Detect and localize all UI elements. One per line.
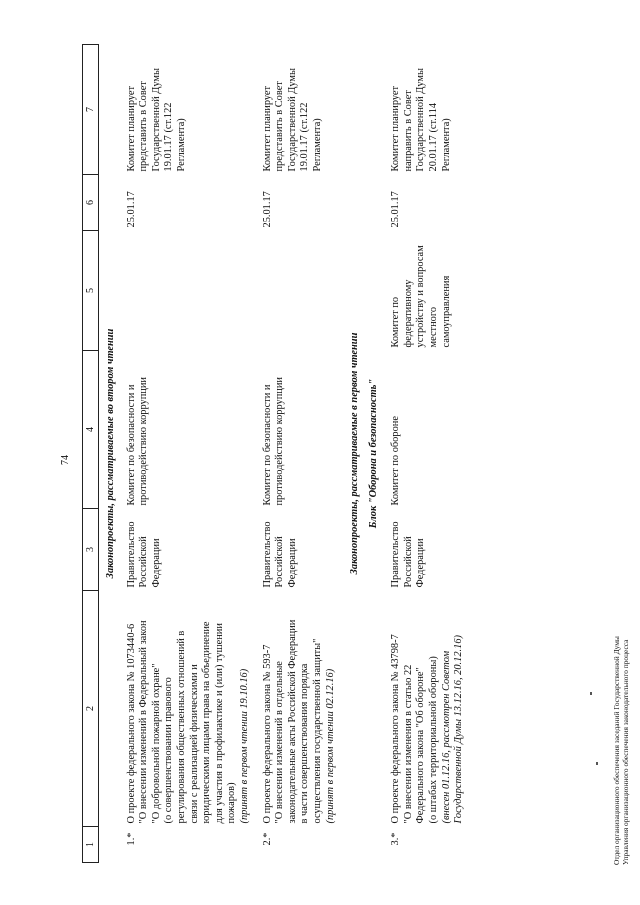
initiator: Правительство Российской Федерации <box>390 521 427 588</box>
column-number: 2 <box>83 591 99 827</box>
bill-status-note: (принят в первом чтении 02.12.16) <box>324 668 336 824</box>
block-heading-row <box>366 45 387 863</box>
column-number: 3 <box>83 509 99 591</box>
bill-text-line: связи с реализацией физическими и <box>188 664 200 824</box>
section-heading: Законопроекты, рассматриваемые во втором чтении <box>105 328 116 579</box>
bill-text-line: "О внесении изменений в отдельные <box>274 661 286 824</box>
block-heading: Блок "Оборона и безопасность" <box>367 378 379 529</box>
bill-status-note: (внесен 01.12.16, рассмотрен Советом Государственной Думы 13.12.16, 20.12.16) <box>440 635 465 824</box>
responsible-committee: Комитет по обороне <box>390 416 402 506</box>
item-number: 2.* <box>261 832 273 846</box>
bill-description <box>122 591 258 827</box>
column-number-header <box>83 45 99 863</box>
bill-text-line: юридическими лицами права на объединение <box>201 621 213 824</box>
bill-text-line: для участия в профилактике и (или) тушении <box>213 623 225 824</box>
bill-text-line: законодательные акты Российской Федерации <box>286 619 298 824</box>
bill-text-line: (о штабах территориальной обороны) <box>428 656 440 824</box>
review-date: 25.01.17 <box>125 191 137 228</box>
initiator: Правительство Российской Федерации <box>261 521 298 588</box>
co-executor <box>122 231 258 351</box>
bill-status-note: (принят в первом чтении 19.10.16) <box>238 668 250 824</box>
co-executor <box>258 231 344 351</box>
section-heading-row <box>343 45 366 863</box>
bill-text-line: регулирования общественных отношений в <box>175 630 187 824</box>
bill-text-line: "О внесении изменений в Федеральный закон <box>138 620 150 824</box>
bill-text-line: "О внесении изменения в статью 22 <box>402 664 414 824</box>
footer-line: Управления организационного обеспечения законодательного процесса <box>621 639 630 865</box>
remark: Комитет планирует представить в Совет Государственной Думы 19.01.17 (ст.122 Регламента) <box>125 68 187 172</box>
bill-description <box>258 591 344 827</box>
responsible-committee: Комитет по безопасности и противодействию коррупции <box>261 377 286 506</box>
co-executor: Комитет по федеративному устройству и вопросам местного самоуправления <box>390 245 452 348</box>
agenda-row <box>258 45 344 863</box>
review-date: 25.01.17 <box>261 191 273 228</box>
column-number: 7 <box>83 45 99 175</box>
bill-text-line: О проекте федерального закона № 43798-7 <box>390 634 402 824</box>
review-date: 25.01.17 <box>390 191 402 228</box>
bill-text-line: "О добровольной пожарной охране" <box>150 663 162 824</box>
agenda-row <box>122 45 258 863</box>
bill-description <box>386 591 472 827</box>
remark: Комитет планирует направить в Совет Государственной Думы 20.01.17 (ст.114 Регламента) <box>390 68 452 172</box>
footer-line: Отдел организационного обеспечения заседаний Государственной Думы <box>612 636 621 865</box>
agenda-table <box>82 44 472 863</box>
footer-note <box>612 636 630 865</box>
column-number: 5 <box>83 231 99 351</box>
bill-text-line: (о совершенствовании правового <box>163 677 175 824</box>
page-number: 74 <box>60 455 71 465</box>
agenda-row <box>386 45 472 863</box>
section-heading-row <box>99 45 122 863</box>
column-number: 4 <box>83 351 99 509</box>
initiator: Правительство Российской Федерации <box>125 521 162 588</box>
item-number: 3.* <box>390 832 402 846</box>
item-number: 1.* <box>125 832 137 846</box>
bill-text-line: осуществления государственной защиты" <box>311 638 323 824</box>
section-heading: Законопроекты, рассматриваемые в первом чтении <box>349 332 361 575</box>
scan-speck <box>596 762 598 765</box>
bill-text-line: О проекте федерального закона № 1073440-6 <box>125 623 137 824</box>
responsible-committee: Комитет по безопасности и противодействию коррупции <box>125 377 150 506</box>
bill-text-line: в части совершенствования порядка <box>299 663 311 824</box>
bill-text-line: О проекте федерального закона № 593-7 <box>261 644 273 824</box>
bill-text-line: пожаров) <box>226 782 238 824</box>
column-number: 1 <box>83 827 99 863</box>
column-number: 6 <box>83 175 99 231</box>
scan-speck <box>590 692 592 695</box>
remark: Комитет планирует представить в Совет Государственной Думы 19.01.17 (ст.122 Регламента) <box>261 68 323 172</box>
bill-text-line: Федерального закона "Об обороне" <box>415 667 427 824</box>
